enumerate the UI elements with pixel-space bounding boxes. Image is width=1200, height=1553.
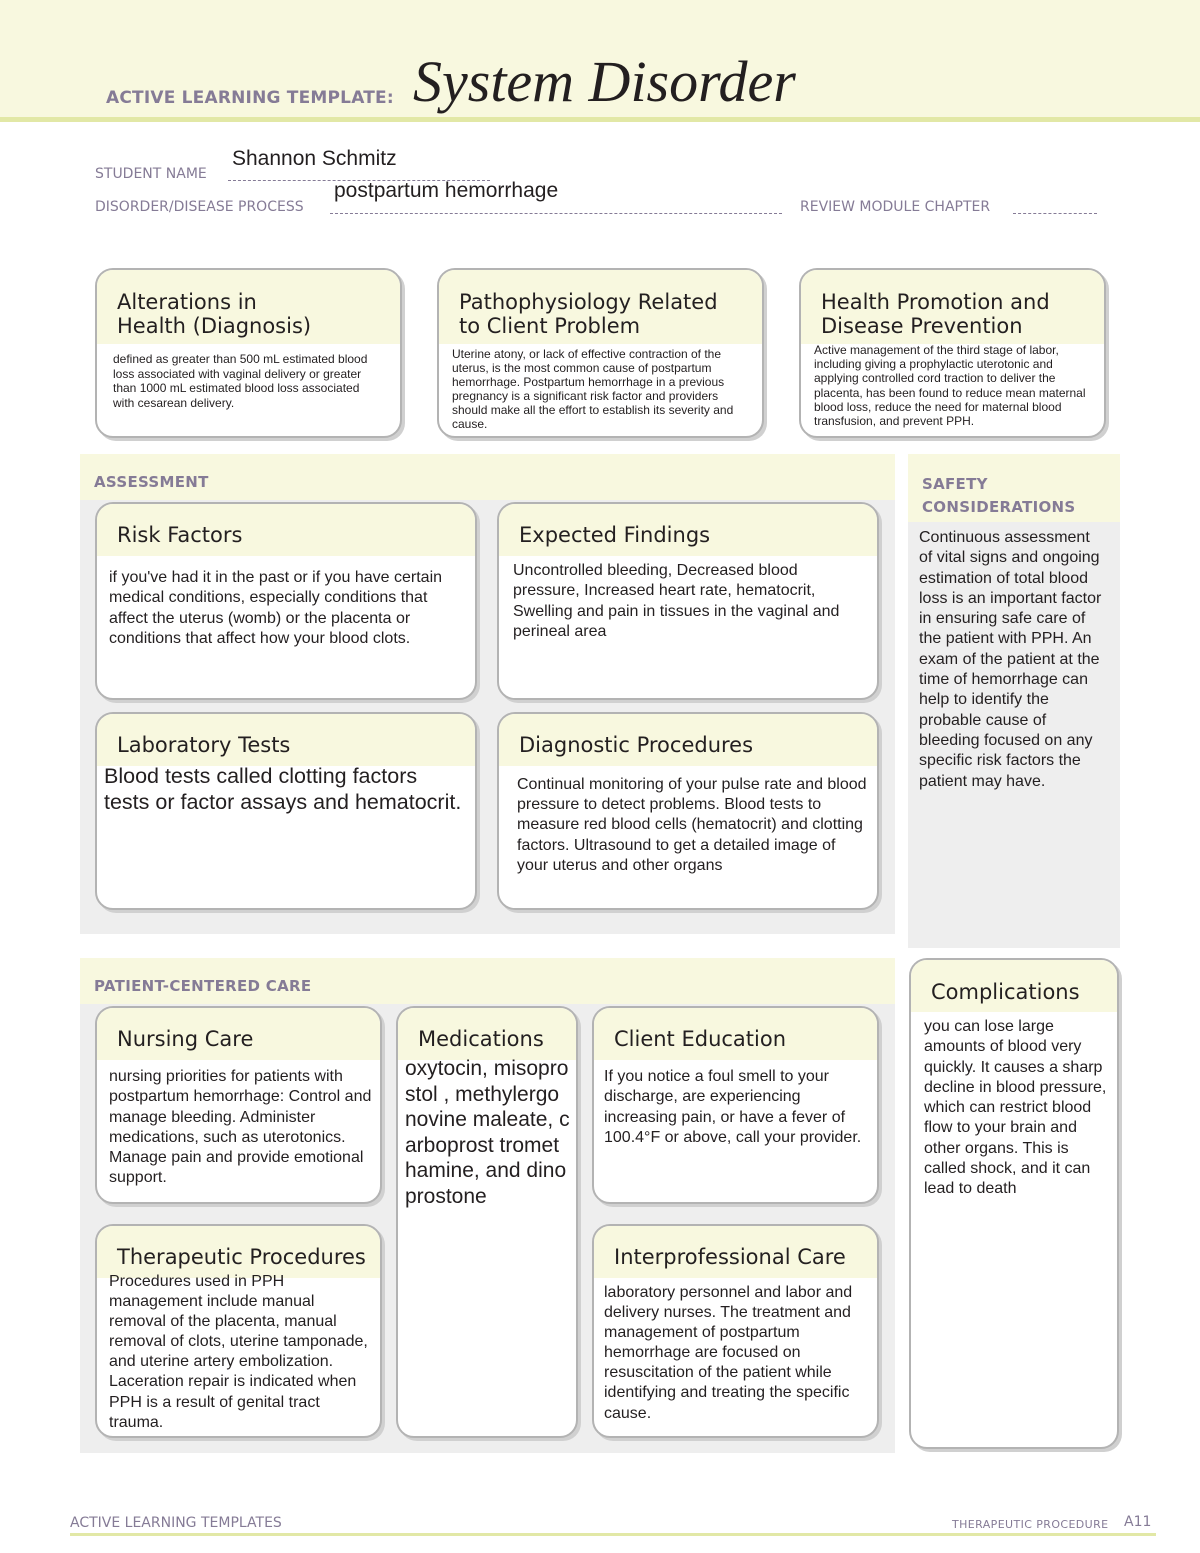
expected-findings-title: Expected Findings	[499, 504, 877, 556]
expected-findings-box	[497, 502, 879, 700]
risk-factors-body: if you've had it in the past or if you have certain medical conditions, especially conditions that affect the uterus (womb) or the placenta or conditions that affect how your blood clots.	[109, 569, 443, 648]
template-title: System Disorder	[413, 49, 796, 114]
pathophysiology-title-line-2: to Client Problem	[459, 314, 641, 338]
template-label: ACTIVE LEARNING TEMPLATE:	[106, 88, 394, 108]
alterations-title-line-1: Alterations in	[117, 290, 257, 314]
pathophysiology-box	[437, 268, 764, 438]
health-promotion-box	[799, 268, 1106, 438]
assessment-heading: ASSESSMENT	[94, 473, 209, 491]
laboratory-tests-body: Blood tests called clotting factors tests or factor assays and hematocrit.	[104, 764, 462, 814]
diagnostic-procedures-body: Continual monitoring of your pulse rate and blood pressure to detect problems. Blood tests to measure red blood cells (hematocrit) and clotting factors. Ultrasound to get a detailed image of your uterus and other organs	[517, 776, 867, 874]
pathophysiology-body: Uterine atony, or lack of effective contraction of the uterus, is the most common cause of postpartum hemorrhage. Postpartum hemorrhage in a previous pregnancy is a significant risk factor and providers should make all the effort to establish its severity and cause.	[452, 347, 734, 431]
therapeutic-procedures-body: Procedures used in PPH management include manual removal of the placenta, manual removal of clots, uterine tamponade, and uterine artery embolization. Laceration repair is indicated when PPH is a result of genital tract trauma.	[109, 1273, 368, 1431]
medications-body: oxytocin, misoprostol , methylergonovine maleate, carboprost tromethamine, and dinoprostone	[405, 1057, 570, 1208]
health-promotion-title	[801, 270, 1104, 344]
footer-right: THERAPEUTIC PROCEDURE	[952, 1518, 1109, 1531]
health-promotion-title-line-1: Health Promotion and	[821, 290, 1050, 314]
medications-title: Medications	[398, 1008, 576, 1060]
complications-title: Complications	[911, 960, 1117, 1012]
interprofessional-care-body: laboratory personnel and labor and delivery nurses. The treatment and management of postpartum hemorrhage are focused on resuscitation of the patient while identifying and treating the specific cause.	[604, 1284, 853, 1422]
alterations-in-health-box	[95, 268, 402, 438]
disorder-line	[330, 213, 782, 214]
laboratory-tests-box	[95, 712, 477, 910]
client-education-title: Client Education	[594, 1008, 877, 1060]
diagnostic-procedures-title: Diagnostic Procedures	[499, 714, 877, 766]
interprofessional-care-box	[592, 1224, 879, 1438]
client-education-box	[592, 1006, 879, 1204]
nursing-care-body: nursing priorities for patients with postpartum hemorrhage: Control and manage bleeding. Administer medications, such as uterotonics. Manage pain and provide emotional support.	[109, 1068, 372, 1187]
safety-body: Continuous assessment of vital signs and ongoing estimation of total blood loss is an important factor in ensuring safe care of the patient with PPH. An exam of the patient at the time of hemorrhage can help to identify the probable cause of bleeding focused on any specific risk factors the patient may have.	[919, 529, 1102, 790]
pathophysiology-title	[439, 270, 762, 344]
alterations-title-line-2: Health (Diagnosis)	[117, 314, 312, 338]
alterations-in-health-title	[97, 270, 400, 344]
footer-left: ACTIVE LEARNING TEMPLATES	[70, 1515, 282, 1531]
safety-heading-line-2: CONSIDERATIONS	[922, 498, 1076, 516]
therapeutic-procedures-box	[95, 1224, 382, 1438]
laboratory-tests-title: Laboratory Tests	[97, 714, 475, 766]
medications-box	[396, 1006, 578, 1438]
alterations-in-health-body: defined as greater than 500 mL estimated blood loss associated with vaginal delivery or greater than 1000 mL estimated blood loss associated with cesarean delivery.	[113, 352, 368, 410]
diagnostic-procedures-box	[497, 712, 879, 910]
footer-rule	[70, 1533, 1156, 1536]
interprofessional-care-title: Interprofessional Care	[594, 1226, 877, 1278]
disorder-value[interactable]: postpartum hemorrhage	[334, 179, 559, 202]
therapeutic-procedures-title: Therapeutic Procedures	[97, 1226, 380, 1278]
health-promotion-title-line-2: Disease Prevention	[821, 314, 1023, 338]
complications-body: you can lose large amounts of blood very quickly. It causes a sharp decline in blood pressure, which can restrict blood flow to your brain and other organs. This is called shock, and it can lead to death	[924, 1018, 1107, 1198]
health-promotion-body: Active management of the third stage of labor, including giving a prophylactic uterotonic and applying controlled cord traction to deliver the placenta, has been found to reduce mean maternal blood loss, reduce the need for maternal blood transfusion, and prevent PPH.	[814, 343, 1086, 429]
complications-box	[909, 958, 1119, 1449]
expected-findings-body: Uncontrolled bleeding, Decreased blood pressure, Increased heart rate, hematocrit, Swelling and pain in tissues in the vaginal and perineal area	[513, 562, 840, 641]
client-education-body: If you notice a foul smell to your discharge, are experiencing increasing pain, or have a fever of 100.4°F or above, call your provider.	[604, 1068, 862, 1146]
risk-factors-box	[95, 502, 477, 700]
patient-care-heading: PATIENT-CENTERED CARE	[94, 977, 312, 995]
risk-factors-title: Risk Factors	[97, 504, 475, 556]
student-name-label: STUDENT NAME	[95, 166, 207, 182]
review-module-line[interactable]	[1013, 213, 1097, 214]
pathophysiology-title-line-1: Pathophysiology Related	[459, 290, 718, 314]
review-module-label: REVIEW MODULE CHAPTER	[800, 199, 991, 215]
nursing-care-title: Nursing Care	[97, 1008, 380, 1060]
footer-page-number: A11	[1124, 1514, 1152, 1530]
nursing-care-box	[95, 1006, 382, 1204]
safety-heading	[922, 473, 1076, 519]
disorder-label: DISORDER/DISEASE PROCESS	[95, 199, 304, 215]
safety-heading-line-1: SAFETY	[922, 475, 988, 493]
student-name-value[interactable]: Shannon Schmitz	[232, 147, 397, 170]
